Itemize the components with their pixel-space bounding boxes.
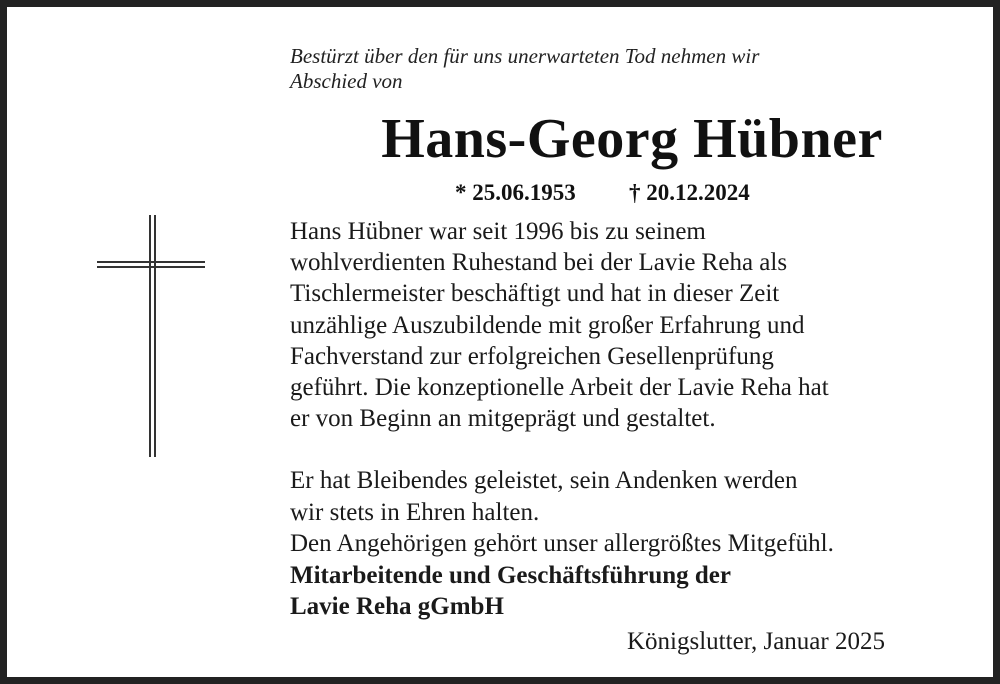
- closing-line: wir stets in Ehren halten.: [290, 498, 540, 526]
- closing-line: Den Angehörigen gehört unser allergrößtes Mitgefühl.: [290, 530, 834, 557]
- closing-text: [290, 465, 990, 623]
- intro-text: [290, 44, 930, 94]
- birth-date: * 25.06.1953: [455, 180, 576, 205]
- place-date: Königslutter, Januar 2025: [627, 628, 885, 655]
- signature-line: Mitarbeitende und Geschäftsführung der: [290, 561, 731, 589]
- death-date: † 20.12.2024: [629, 180, 750, 205]
- intro-line-2: Abschied von: [290, 69, 403, 93]
- biography: [290, 216, 980, 434]
- bio-line: er von Beginn an mitgeprägt und gestaltet.: [290, 405, 716, 433]
- closing-line: Er hat Bleibendes geleistet, sein Andenken werden: [290, 467, 798, 494]
- bio-line: Hans Hübner war seit 1996 bis zu seinem: [290, 218, 706, 245]
- signature-line: Lavie Reha gGmbH: [290, 593, 504, 620]
- intro-line-1: Bestürzt über den für uns unerwarteten Tod nehmen wir: [290, 44, 760, 68]
- bio-line: Fachverstand zur erfolgreichen Gesellenprüfung: [290, 342, 774, 370]
- deceased-name: Hans-Georg Hübner: [381, 108, 883, 170]
- bio-line: geführt. Die konzeptionelle Arbeit der Lavie Reha hat: [290, 374, 829, 402]
- bio-line: Tischlermeister beschäftigt und hat in dieser Zeit: [290, 280, 780, 308]
- bio-line: wohlverdienten Ruhestand bei der Lavie Reha als: [290, 249, 788, 277]
- bio-line: unzählige Auszubildende mit großer Erfahrung und: [290, 311, 805, 339]
- cross-icon: [95, 213, 207, 459]
